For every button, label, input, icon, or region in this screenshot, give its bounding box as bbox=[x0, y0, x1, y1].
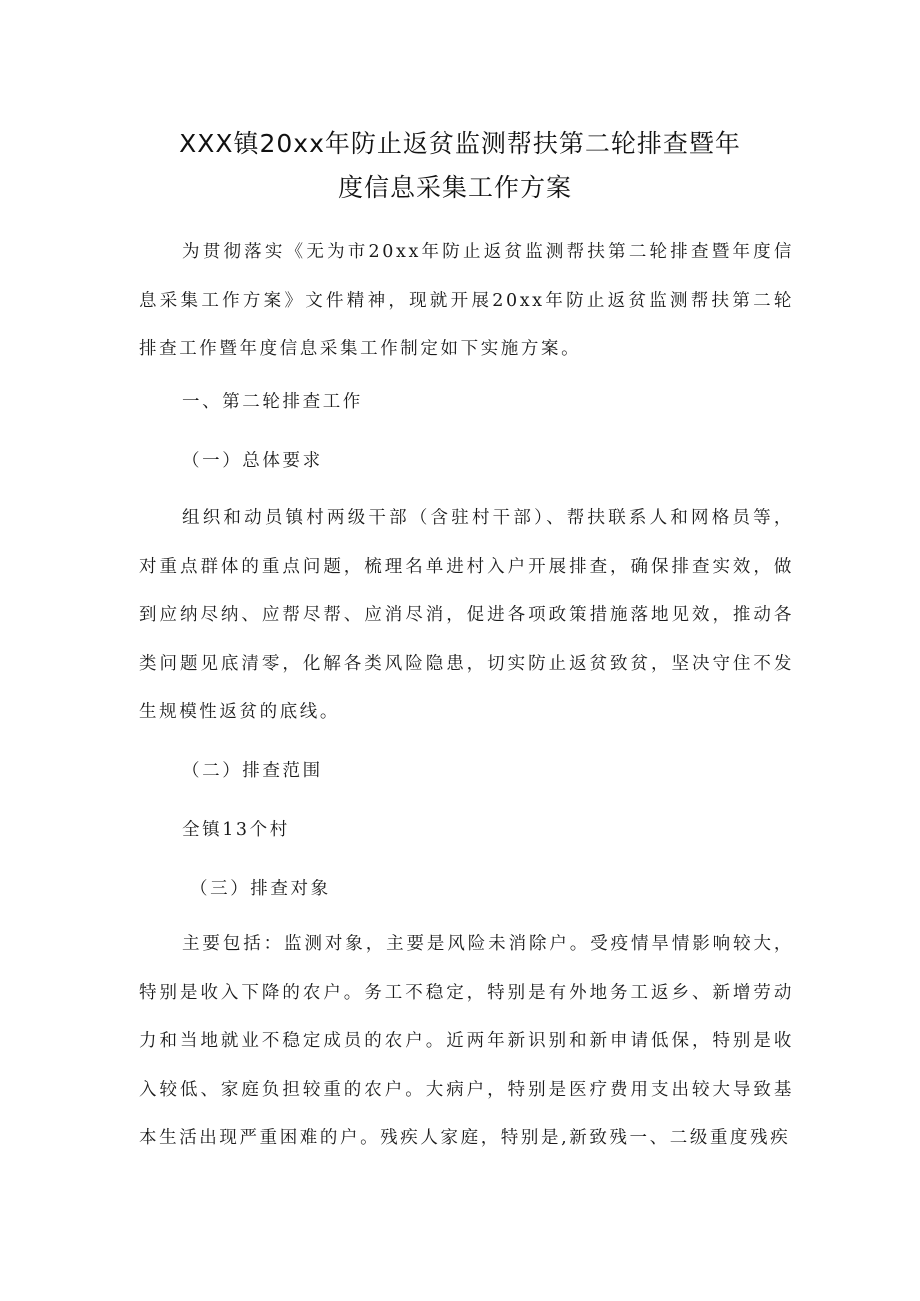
subsection-3-paragraph: 主要包括：监测对象，主要是风险未消除户。受疫情旱情影响较大，特别是收入下降的农户。务工不稳定，特别是有外地务工返乡、新增劳动力和当地就业不稳定成员的农户。近两年新识别和新申请低保，特别是收入较低、家庭负担较重的农户。大病户，特别是医疗费用支出较大导致基本生活出现严重困难的户。残疾人家庭，特别是,新致残一、二级重度残疾 bbox=[139, 934, 794, 1148]
subsection-1-heading: （一）总体要求 bbox=[182, 451, 323, 471]
intro-paragraph: 为贯彻落实《无为市20xx年防止返贫监测帮扶第二轮排查暨年度信息采集工作方案》文件精神，现就开展20xx年防止返贫监测帮扶第二轮排查工作暨年度信息采集工作制定如下实施方案。 bbox=[139, 242, 794, 359]
subsection-2-paragraph: 全镇13个村 bbox=[182, 820, 290, 840]
title-line-1: XXX镇20xx年防止返贫监测帮扶第二轮排查暨年 bbox=[179, 129, 741, 158]
title-line-2: 度信息采集工作方案 bbox=[337, 173, 572, 202]
section-1-heading: 一、第二轮排查工作 bbox=[182, 392, 363, 412]
subsection-3-heading: （三）排查对象 bbox=[190, 879, 331, 899]
subsection-2-heading: （二）排查范围 bbox=[182, 761, 323, 781]
subsection-1-paragraph: 组织和动员镇村两级干部（含驻村干部）、帮扶联系人和网格员等，对重点群体的重点问题，梳理名单进村入户开展排查，确保排查实效，做到应纳尽纳、应帮尽帮、应消尽消，促进各项政策措施落地见效，推动各类问题见底清零，化解各类风险隐患，切实防止返贫致贫，坚决守住不发生规模性返贫的底线。 bbox=[139, 508, 794, 722]
document-title bbox=[0, 122, 920, 210]
